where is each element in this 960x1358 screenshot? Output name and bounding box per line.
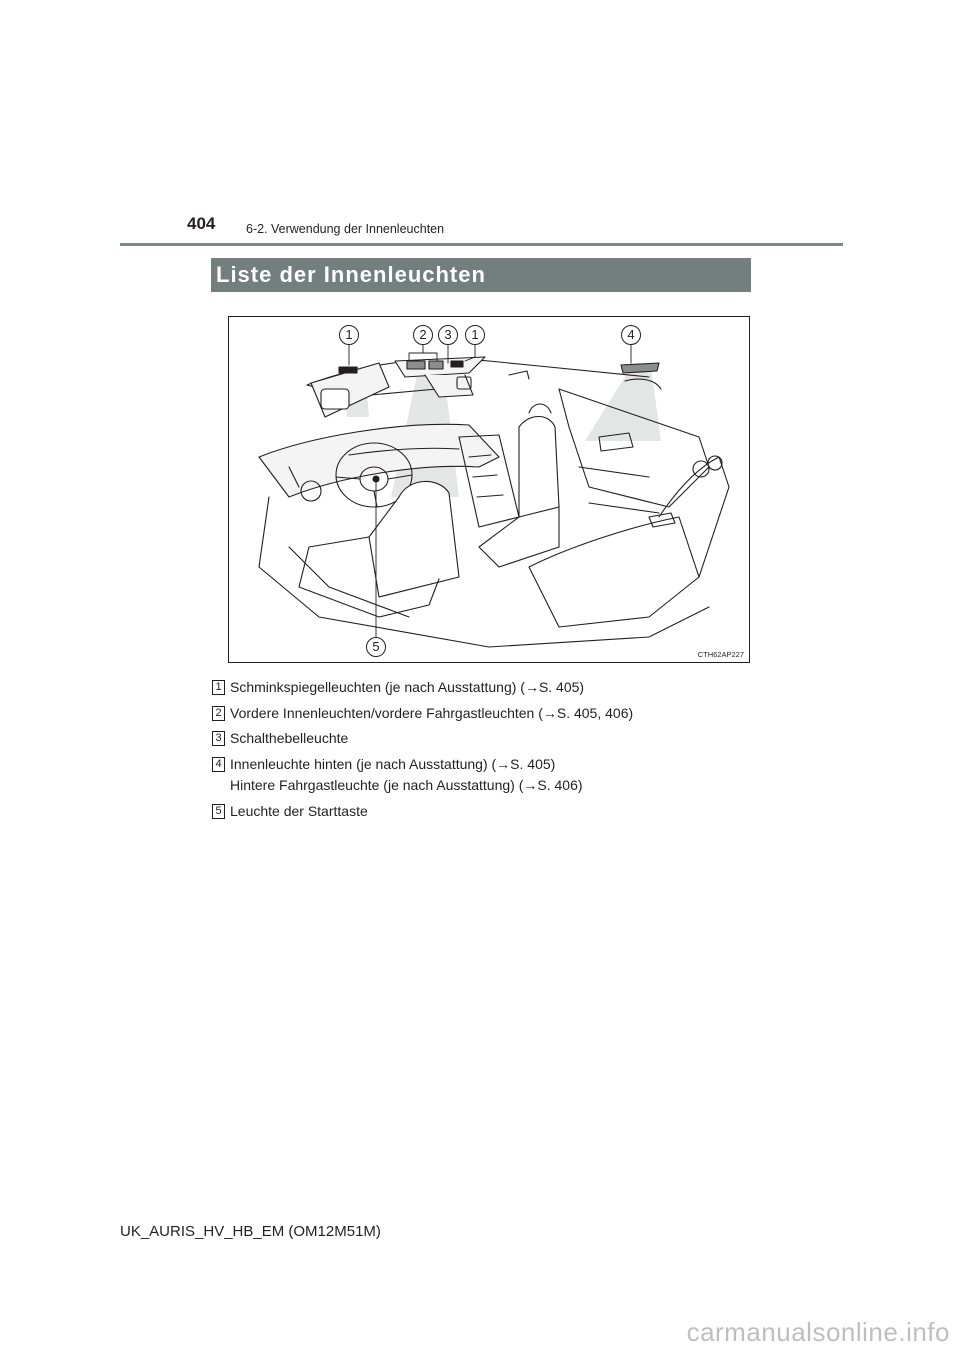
legend-text: Leuchte der Starttaste — [230, 803, 368, 819]
interior-lights-illustration — [228, 316, 750, 663]
callout-2: 2 — [413, 325, 433, 345]
legend-text: Schminkspiegelleuchten (je nach Ausstattung) (→S. 405) — [230, 679, 585, 695]
figure-code: CTH62AP227 — [697, 650, 744, 659]
legend-text: Vordere Innenleuchten/vordere Fahrgastleuchten (→S. 405, 406) — [230, 705, 634, 721]
legend-number: 4 — [212, 757, 225, 772]
callout-5: 5 — [366, 637, 386, 657]
header-divider — [120, 243, 843, 246]
document-footer: UK_AURIS_HV_HB_EM (OM12M51M) — [120, 1223, 381, 1240]
watermark: carmanualsonline.info — [686, 1317, 950, 1347]
legend-number: 5 — [212, 804, 225, 819]
legend-text: Hintere Fahrgastleuchte (je nach Ausstattung) (→S. 406) — [230, 777, 583, 793]
callout-3: 3 — [438, 325, 458, 345]
car-interior-drawing — [229, 317, 750, 663]
page-number: 404 — [187, 214, 216, 233]
legend-text: Schalthebelleuchte — [230, 730, 349, 746]
legend-number: 1 — [212, 680, 225, 695]
legend-number: 3 — [212, 731, 225, 746]
legend-text: Innenleuchte hinten (je nach Ausstattung) (→S. 405) — [230, 756, 556, 772]
callout-4: 4 — [621, 325, 641, 345]
section-header: 6-2. Verwendung der Innenleuchten — [246, 222, 445, 236]
callout-1-right: 1 — [465, 325, 485, 345]
legend-number: 2 — [212, 706, 225, 721]
title-banner — [211, 258, 751, 292]
page-title: Liste der Innenleuchten — [216, 262, 486, 287]
callout-1-left: 1 — [339, 325, 359, 345]
